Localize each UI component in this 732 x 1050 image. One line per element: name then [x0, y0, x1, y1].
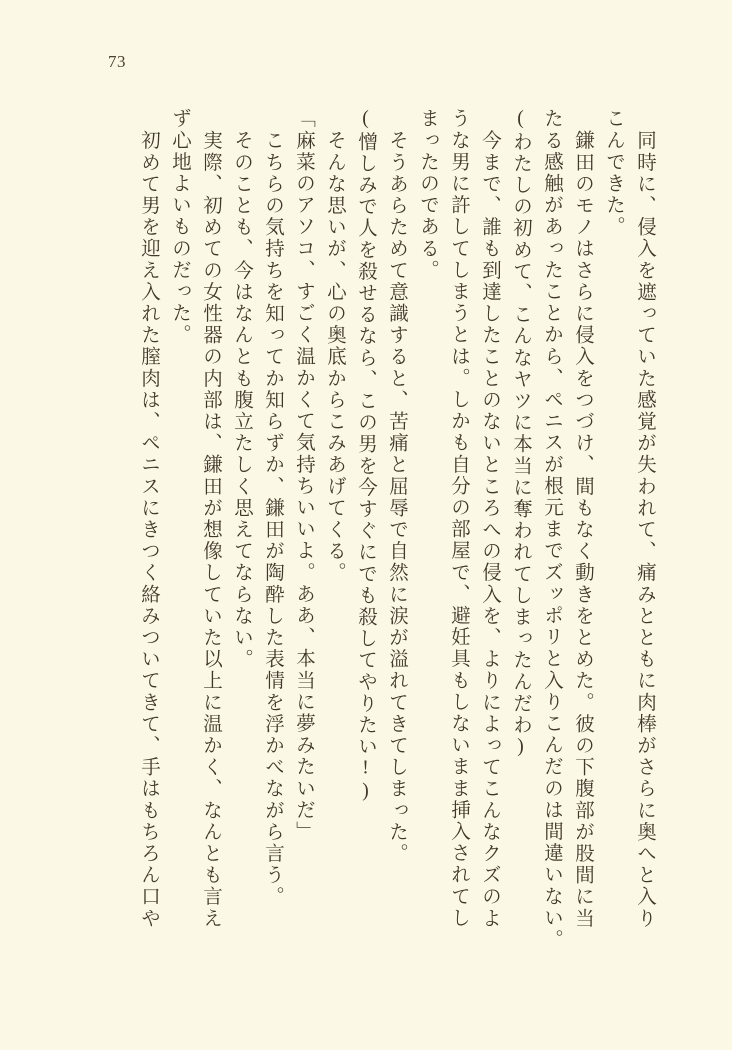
- text-line: たる感触があったことから、ペニスが根元までズッポリと入りこんだのは間違いない。: [541, 108, 562, 951]
- text-line: まったのである。: [417, 108, 438, 281]
- text-line: 鎌田のモノはさらに侵入をつづけ、間もなく動きをとめた。彼の下腹部が股間に当: [572, 130, 593, 930]
- text-line: そんな思いが、心の奥底からこみあげてくる。: [324, 130, 345, 584]
- text-line: そうあらためて意識すると、苦痛と屈辱で自然に涙が溢れてきてしまった。: [386, 130, 407, 865]
- text-line: うな男に許してしまうとは。しかも自分の部屋で、避妊具もしないまま挿入されてし: [448, 108, 469, 929]
- vertical-text-body: [78, 108, 654, 988]
- text-line: 同時に、侵入を遮っていた感覚が失われて、痛みとともに肉棒がさらに奥へと入り: [634, 130, 655, 930]
- text-line: そのことも、今はなんとも腹立たしく思えてならない。: [231, 130, 252, 670]
- text-line: (憎しみで人を殺せるなら、この男を今すぐにでも殺してやりたい!): [355, 108, 376, 804]
- text-line: こんできた。: [603, 108, 624, 238]
- text-line: 「麻菜のアソコ、すごく温かくて気持ちいいよ。ああ、本当に夢みたいだ」: [293, 108, 314, 843]
- page-number: 73: [108, 52, 126, 71]
- text-line: 今まで、誰も到達したことのないところへの侵入を、よりによってこんなクズのよ: [479, 130, 500, 930]
- text-line: (わたしの初めて、こんなヤツに本当に奪われてしまったんだわ): [510, 108, 531, 759]
- text-line: 初めて男を迎え入れた膣肉は、ペニスにきつく絡みついてきて、手はもちろん口や: [138, 130, 159, 930]
- text-line: ず心地よいものだった。: [169, 108, 190, 346]
- text-line: 実際、初めての女性器の内部は、鎌田が想像していた以上に温かく、なんとも言え: [200, 130, 221, 930]
- text-line: こちらの気持ちを知ってか知らずか、鎌田が陶酔した表情を浮かべながら言う。: [262, 130, 283, 908]
